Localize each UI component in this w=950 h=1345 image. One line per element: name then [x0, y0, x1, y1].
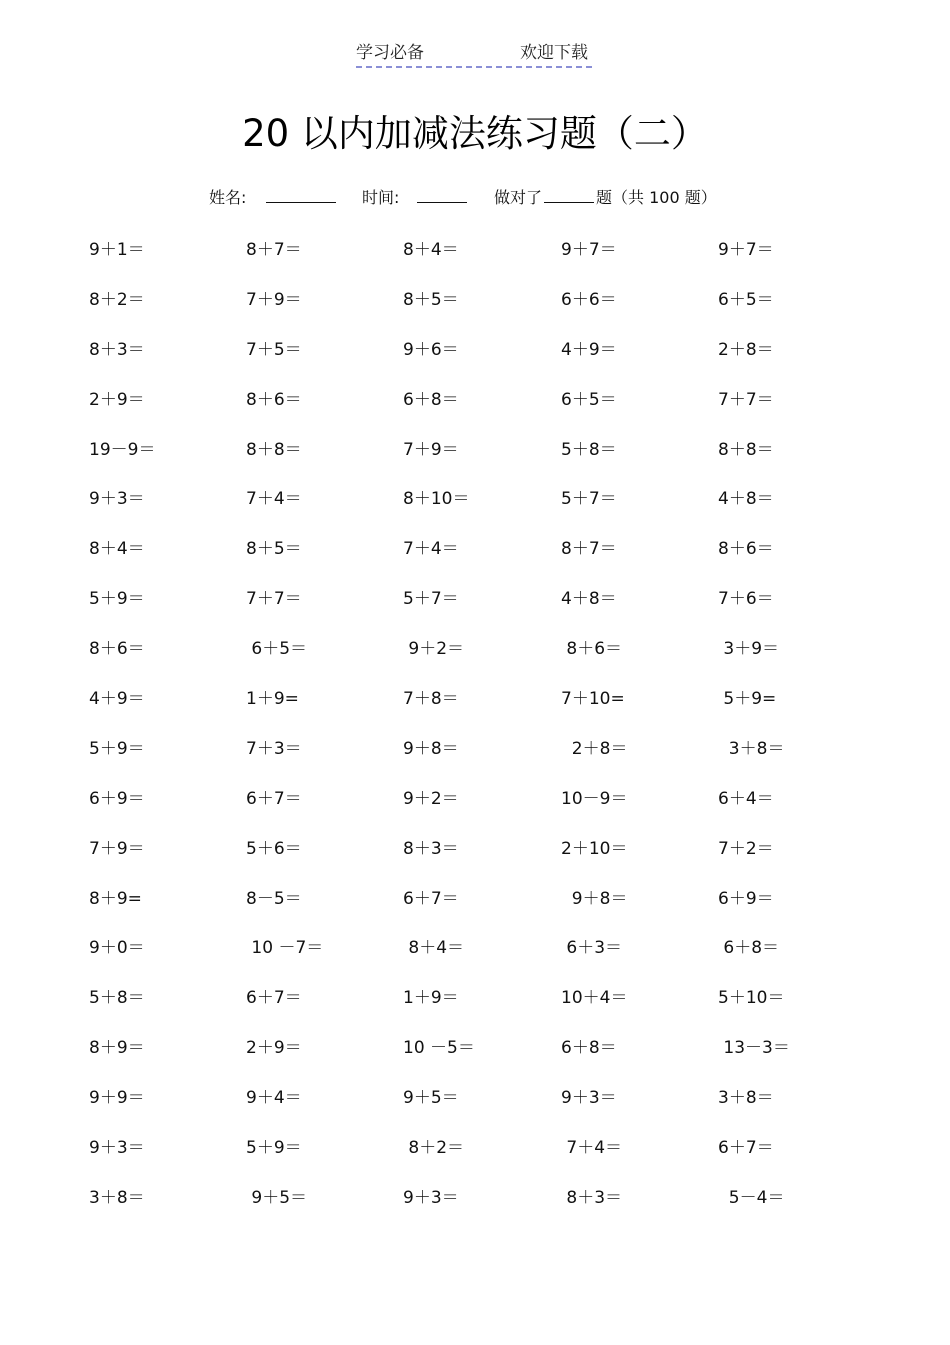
problem-item: 7＋9＝: [89, 838, 145, 859]
problem-item: 5＋9＝: [89, 738, 145, 759]
problem-item: 3＋8＝: [89, 1187, 145, 1208]
problem-item: 7＋7＝: [718, 389, 774, 410]
problem-item: 5＋8＝: [89, 988, 145, 1009]
problem-item: 10 －7＝: [246, 938, 324, 959]
problem-item: 6＋7＝: [718, 1138, 774, 1159]
problem-item: 5＋9＝: [246, 1138, 302, 1159]
problem-item: 9＋0＝: [89, 938, 145, 959]
problem-item: 9＋2＝: [403, 639, 465, 660]
problem-item: 6＋7＝: [246, 788, 302, 809]
problem-row: [0, 635, 950, 685]
problem-item: 8－5＝: [246, 888, 302, 909]
problem-item: 3＋8＝: [718, 738, 785, 759]
problem-row: [0, 386, 950, 436]
problem-item: 8＋5＝: [246, 539, 302, 560]
problem-item: 8＋6＝: [561, 639, 623, 660]
problem-item: 9＋3＝: [403, 1187, 459, 1208]
problem-item: 2＋8＝: [561, 738, 628, 759]
problem-item: 7＋9＝: [246, 289, 302, 310]
problem-item: 9＋9＝: [89, 1088, 145, 1109]
problem-item: 6＋4＝: [718, 788, 774, 809]
problem-item: 8＋6＝: [246, 389, 302, 410]
problem-row: [0, 286, 950, 336]
problem-item: 7＋10=: [561, 689, 625, 710]
problem-item: 10 －5＝: [403, 1038, 475, 1059]
problem-item: 7＋8＝: [403, 689, 459, 710]
problem-item: 8＋5＝: [403, 289, 459, 310]
problem-item: 6＋7＝: [403, 888, 459, 909]
problem-item: 9＋6＝: [403, 339, 459, 360]
time-label: 时间:: [362, 188, 400, 207]
problem-item: 8＋6＝: [89, 639, 145, 660]
problem-item: 8＋6＝: [718, 539, 774, 560]
problem-row: [0, 236, 950, 286]
problem-row: [0, 1084, 950, 1134]
problem-item: 4＋8＝: [561, 589, 617, 610]
problem-item: 3＋9＝: [718, 639, 780, 660]
problem-grid: [0, 236, 950, 1234]
problem-row: [0, 436, 950, 486]
problem-item: 6＋7＝: [246, 988, 302, 1009]
problem-item: 7＋5＝: [246, 339, 302, 360]
name-blank: [266, 184, 336, 203]
problem-item: 9＋2＝: [403, 788, 459, 809]
problem-item: 13－3＝: [718, 1038, 790, 1059]
problem-item: 2＋10＝: [561, 838, 628, 859]
score-field: [494, 184, 717, 212]
problem-item: 8＋2＝: [403, 1138, 465, 1159]
header-left-text: 学习必备: [356, 43, 424, 63]
problem-item: 6＋8＝: [561, 1038, 617, 1059]
problem-item: 5＋7＝: [403, 589, 459, 610]
problem-row: [0, 735, 950, 785]
problem-item: 4＋9＝: [561, 339, 617, 360]
problem-row: [0, 585, 950, 635]
problem-row: [0, 685, 950, 735]
problem-item: 1＋9=: [246, 689, 299, 710]
problem-item: 9＋3＝: [89, 489, 145, 510]
problem-item: 6＋5＝: [246, 639, 308, 660]
problem-item: 8＋8＝: [246, 439, 302, 460]
problem-item: 9＋8＝: [561, 888, 628, 909]
problem-item: 7＋3＝: [246, 738, 302, 759]
problem-item: 8＋4＝: [89, 539, 145, 560]
problem-row: [0, 535, 950, 585]
problem-item: 8＋10＝: [403, 489, 470, 510]
problem-item: 5＋6＝: [246, 838, 302, 859]
problem-item: 9＋1＝: [89, 240, 145, 260]
time-field: [362, 184, 467, 212]
problem-item: 7＋4＝: [403, 539, 459, 560]
problem-item: 9＋3＝: [89, 1138, 145, 1159]
problem-item: 10－9＝: [561, 788, 628, 809]
problem-row: [0, 1034, 950, 1084]
problem-item: 7＋2＝: [718, 838, 774, 859]
problem-item: 8＋9＝: [89, 1038, 145, 1059]
name-label: 姓名:: [209, 188, 247, 207]
problem-item: 9＋7＝: [718, 240, 774, 260]
problem-item: 8＋2＝: [89, 289, 145, 310]
problem-item: 1＋9＝: [403, 988, 459, 1009]
problem-item: 8＋3＝: [403, 838, 459, 859]
problem-row: [0, 336, 950, 386]
problem-item: 6＋6＝: [561, 289, 617, 310]
problem-item: 4＋8＝: [718, 489, 774, 510]
problem-row: [0, 1134, 950, 1184]
problem-item: 5＋9=: [718, 689, 777, 710]
problem-item: 3＋8＝: [718, 1088, 774, 1109]
problem-item: 8＋7＝: [561, 539, 617, 560]
problem-item: 9＋3＝: [561, 1088, 617, 1109]
problem-row: [0, 885, 950, 935]
problem-item: 6＋8＝: [718, 938, 780, 959]
correct-suffix: 题（共 100 题）: [596, 188, 717, 207]
problem-row: [0, 785, 950, 835]
problem-item: 5＋8＝: [561, 439, 617, 460]
name-field: [209, 184, 336, 212]
problem-item: 6＋8＝: [403, 389, 459, 410]
problem-row: [0, 984, 950, 1034]
problem-row: [0, 835, 950, 885]
problem-item: 8＋7＝: [246, 240, 302, 260]
page-title: 20 以内加减法练习题（二）: [242, 112, 708, 155]
problem-item: 7＋4＝: [561, 1138, 623, 1159]
header-right-text: 欢迎下载: [520, 43, 588, 63]
problem-item: 9＋8＝: [403, 738, 459, 759]
problem-item: 4＋9＝: [89, 689, 145, 710]
problem-item: 9＋5＝: [403, 1088, 459, 1109]
problem-item: 7＋7＝: [246, 589, 302, 610]
problem-item: 7＋4＝: [246, 489, 302, 510]
problem-item: 6＋5＝: [718, 289, 774, 310]
correct-label: 做对了: [494, 188, 543, 207]
problem-item: 2＋9＝: [246, 1038, 302, 1059]
problem-item: 5－4＝: [718, 1187, 785, 1208]
problem-item: 9＋7＝: [561, 240, 617, 260]
problem-item: 8＋4＝: [403, 938, 465, 959]
problem-item: 6＋3＝: [561, 938, 623, 959]
problem-item: 19－9＝: [89, 439, 156, 460]
correct-blank: [544, 184, 594, 203]
problem-row: [0, 1184, 950, 1234]
problem-item: 6＋9＝: [718, 888, 774, 909]
problem-item: 5＋7＝: [561, 489, 617, 510]
problem-item: 7＋6＝: [718, 589, 774, 610]
problem-item: 8＋9=: [89, 888, 142, 909]
page-header: [356, 40, 592, 68]
problem-row: [0, 485, 950, 535]
problem-item: 8＋3＝: [561, 1187, 623, 1208]
problem-item: 9＋4＝: [246, 1088, 302, 1109]
problem-item: 5＋9＝: [89, 589, 145, 610]
problem-item: 10＋4＝: [561, 988, 628, 1009]
time-blank: [417, 184, 467, 203]
problem-item: 7＋9＝: [403, 439, 459, 460]
problem-row: [0, 934, 950, 984]
problem-item: 8＋3＝: [89, 339, 145, 360]
problem-item: 8＋4＝: [403, 240, 459, 260]
problem-item: 2＋8＝: [718, 339, 774, 360]
problem-item: 5＋10＝: [718, 988, 785, 1009]
problem-item: 6＋5＝: [561, 389, 617, 410]
problem-item: 9＋5＝: [246, 1187, 308, 1208]
problem-item: 2＋9＝: [89, 389, 145, 410]
problem-item: 6＋9＝: [89, 788, 145, 809]
problem-item: 8＋8＝: [718, 439, 774, 460]
